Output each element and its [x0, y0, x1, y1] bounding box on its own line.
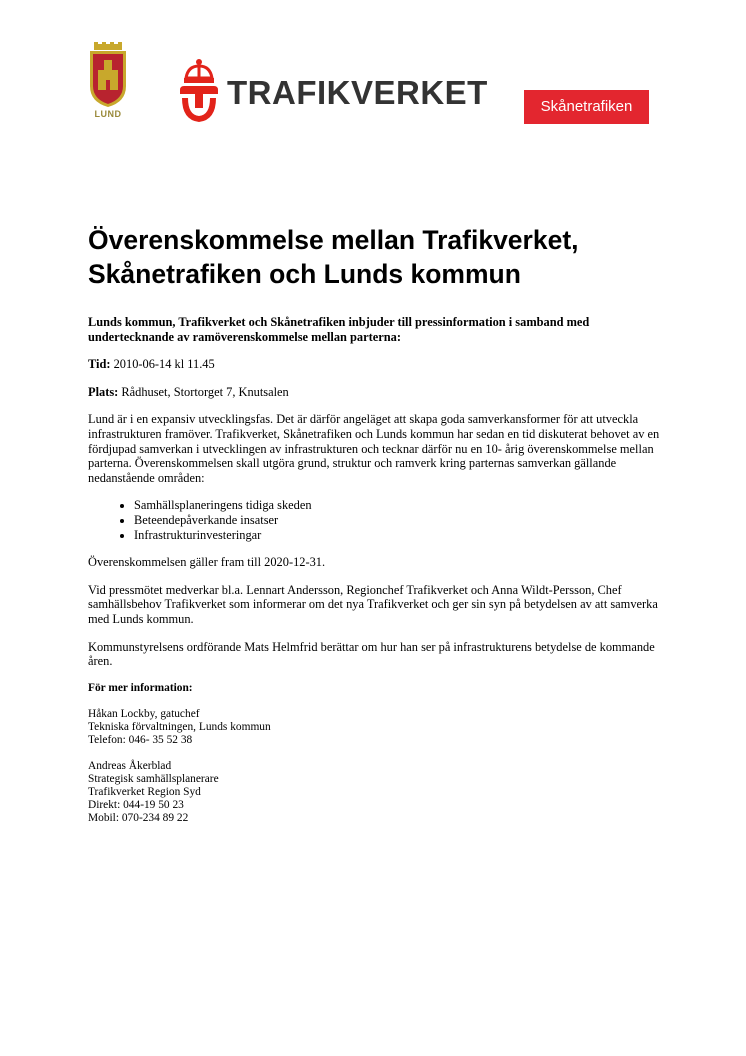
- trafikverket-logo: [176, 58, 498, 126]
- lund-logo: [86, 42, 130, 126]
- list-item: • Infrastrukturinvesteringar: [134, 528, 678, 543]
- time-label: Tid:: [88, 357, 111, 372]
- contact-block-2: [88, 760, 678, 825]
- contact-line: Mobil: 070-234 89 22: [88, 811, 189, 824]
- body-paragraph-1: Lund är i en expansiv utvecklingsfas. Det är därför angeläget att skapa goda samverkansformer för att utveckla infrastrukturen framöver. Trafikverket, Skånetrafiken och Lunds kommun har sedan en tid diskuterat behovet av en fördjupad samverkan i utvecklingen av infrastrukturen och tecknar därför nu en 10- årig överenskommelse mellan parterna. Överenskommelsen skall utgöra grund, struktur och ramverk kring parternas samverkan gällande nedanstående områden:: [88, 412, 660, 485]
- contact-line: Håkan Lockby, gatuchef: [88, 707, 200, 720]
- contact-line: Tekniska förvaltningen, Lunds kommun: [88, 720, 271, 733]
- place-line: [88, 385, 678, 400]
- list-item: • Beteendepåverkande insatser: [134, 513, 678, 528]
- page-title: Överenskommelse mellan Trafikverket, Skånetrafiken och Lunds kommun: [88, 225, 579, 289]
- trafikverket-wordmark: TRAFIKVERKET: [227, 74, 488, 111]
- contact-line: Telefon: 046- 35 52 38: [88, 733, 193, 746]
- time-line: [88, 357, 678, 372]
- time-value: 2010-06-14 kl 11.45: [110, 357, 215, 372]
- contact-line: Strategisk samhällsplanerare: [88, 772, 219, 785]
- validity-paragraph: Överenskommelsen gäller fram till 2020-12-31.: [88, 555, 326, 570]
- skanetrafiken-logo: Skånetrafiken: [524, 90, 649, 124]
- lead-paragraph: [88, 315, 678, 344]
- lund-coat-of-arms-icon: [86, 42, 130, 108]
- body-paragraph-2: Vid pressmötet medverkar bl.a. Lennart Andersson, Regionchef Trafikverket och Anna Wildt-Persson, Chef samhällsbehov Trafikverket som informerar om det nya Trafikverket och ger sin syn på betydelsen av att samverka med Lunds kommun.: [88, 582, 658, 626]
- place-label: Plats:: [88, 384, 119, 399]
- contact-line: Andreas Åkerblad: [88, 759, 172, 772]
- body-paragraph-3: Kommunstyrelsens ordförande Mats Helmfrid berättar om hur han ser på infrastrukturens betydelse de kommande åren.: [88, 639, 655, 669]
- contact-block-1: [88, 708, 678, 747]
- focus-area-list: [88, 498, 678, 542]
- contact-line: Direkt: 044-19 50 23: [88, 798, 184, 811]
- place-value: Rådhuset, Stortorget 7, Knutsalen: [118, 384, 289, 399]
- lead-text: Lunds kommun, Trafikverket och Skånetrafiken inbjuder till pressinformation i samband med undertecknande av ramöverenskommelse mellan parterna:: [88, 315, 590, 344]
- contact-line: Trafikverket Region Syd: [88, 785, 201, 798]
- lund-logo-text: LUND: [94, 109, 122, 119]
- list-item: • Samhällsplaneringens tidiga skeden: [134, 498, 678, 513]
- more-info-heading: [88, 682, 678, 695]
- document-body: [88, 315, 678, 825]
- trafikverket-crown-icon: [176, 58, 222, 124]
- more-info-text: För mer information:: [88, 681, 193, 694]
